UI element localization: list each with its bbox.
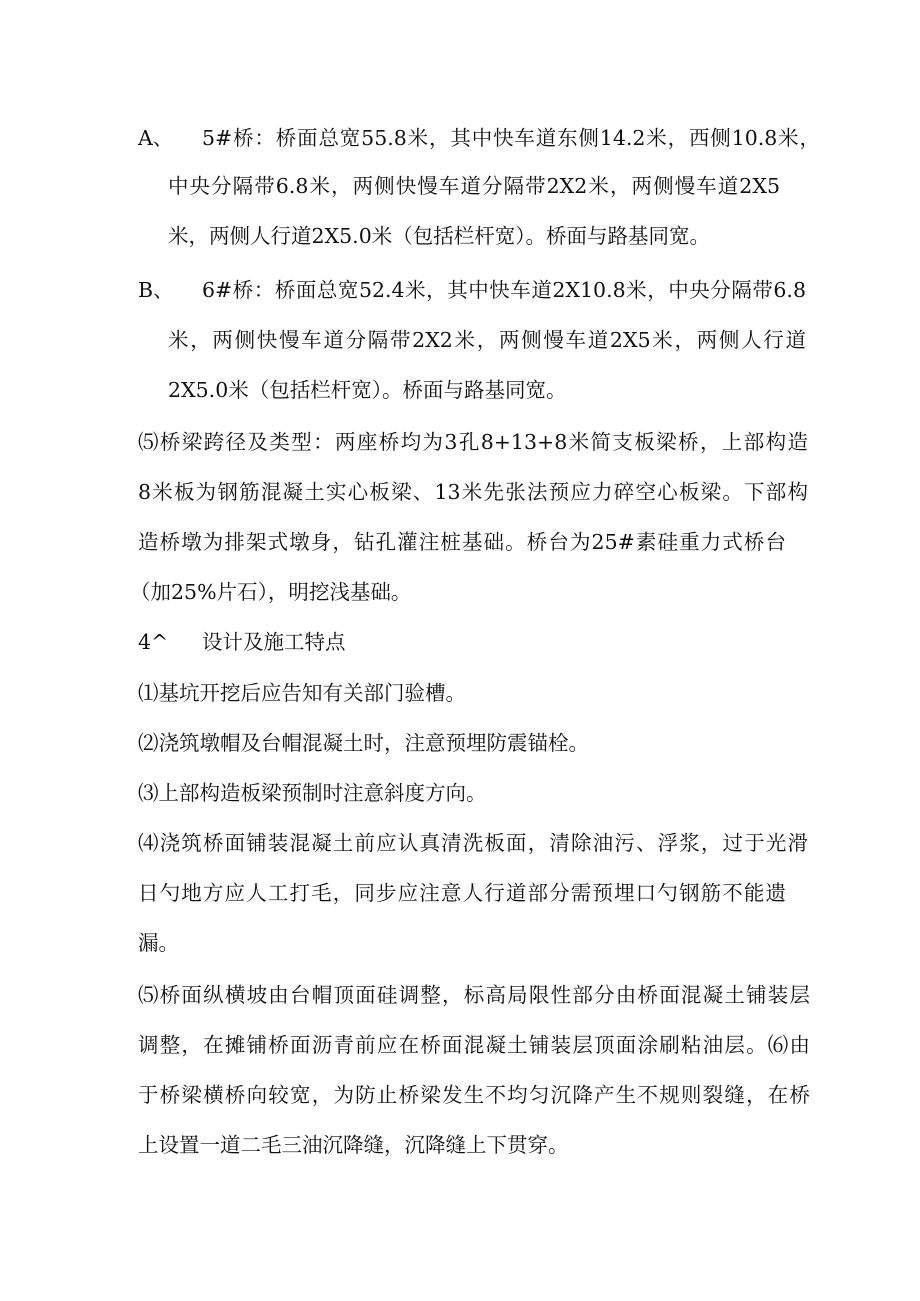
span-type-line-1: ⑸桥梁跨径及类型：两座桥均为3孔8+13+8米简支板梁桥，上部构造 xyxy=(138,430,808,454)
point-5-line-4: 上设置一道二毛三油沉降缝，沉降缝上下贯穿。 xyxy=(138,1133,569,1157)
item-a-label: A、 xyxy=(138,126,174,150)
span-type-line-3: 造桥墩为排架式墩身，钻孔灌注桩基础。桥台为25#素硅重力式桥台 xyxy=(138,530,786,554)
section-4-title: 设计及施工特点 xyxy=(202,630,346,654)
item-b-line-2: 米，两侧快慢车道分隔带2X2米，两侧慢车道2X5米，两侧人行道 xyxy=(168,328,806,352)
span-type-line-2: 8米板为钢筋混凝土实心板梁、13米先张法预应力碎空心板梁。下部构 xyxy=(138,480,808,504)
span-type-line-4: （加25%片石），明挖浅基础。 xyxy=(130,580,412,604)
point-4-line-1: ⑷浇筑桥面铺装混凝土前应认真清洗板面，清除油污、浮浆，过于光滑 xyxy=(138,831,808,855)
item-a-line-1: 5#桥：桥面总宽55.8米，其中快车道东侧14.2米，西侧10.8米， xyxy=(202,126,820,150)
point-2: ⑵浇筑墩帽及台帽混凝土时，注意预埋防震锚栓。 xyxy=(138,731,589,755)
point-3: ⑶上部构造板梁预制时注意斜度方向。 xyxy=(138,781,487,805)
point-1: ⑴基坑开挖后应告知有关部门验槽。 xyxy=(138,681,466,705)
point-5-line-3: 于桥梁横桥向较宽，为防止桥梁发生不均匀沉降产生不规则裂缝，在桥 xyxy=(138,1083,810,1107)
point-4-line-3: 漏。 xyxy=(138,931,179,955)
item-b-line-1: 6#桥：桥面总宽52.4米，其中快车道2X10.8米，中央分隔带6.8 xyxy=(202,278,806,302)
item-b-line-3: 2X5.0米（包括栏杆宽）。桥面与路基同宽。 xyxy=(168,378,567,402)
item-a-line-2: 中央分隔带6.8米，两侧快慢车道分隔带2X2米，两侧慢车道2X5 xyxy=(168,174,780,198)
point-5-line-2: 调整，在摊铺桥面沥青前应在桥面混凝土铺装层顶面涂刷粘油层。⑹由 xyxy=(138,1033,810,1057)
section-4-number: 4^ xyxy=(138,630,169,654)
point-5-line-1: ⑸桥面纵横坡由台帽顶面硅调整，标高局限性部分由桥面混凝土铺装层 xyxy=(138,983,810,1007)
item-a-line-3: 米，两侧人行道2X5.0米（包括栏杆宽）。桥面与路基同宽。 xyxy=(168,224,710,248)
item-b-label: B、 xyxy=(138,278,174,302)
point-4-line-2: 日勺地方应人工打毛，同步应注意人行道部分需预埋口勺钢筋不能遗 xyxy=(138,881,786,905)
